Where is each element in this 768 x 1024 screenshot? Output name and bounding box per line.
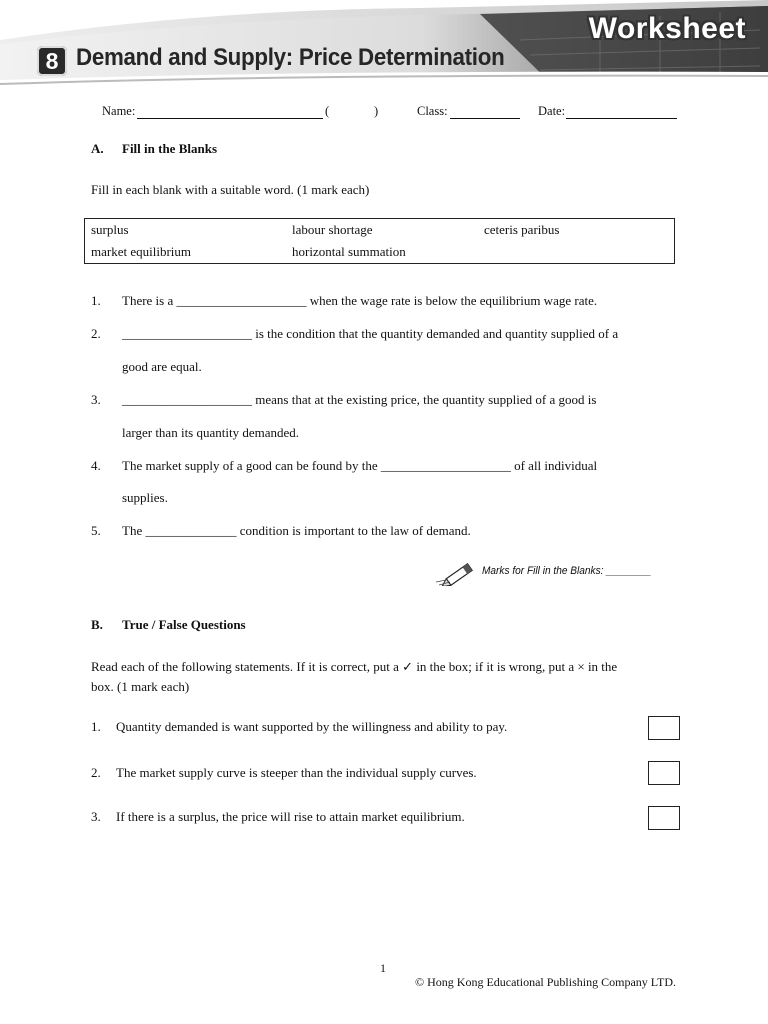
section-a-title: Fill in the Blanks [122, 141, 217, 156]
answer-checkbox[interactable] [648, 761, 680, 785]
class-number-paren-open: ( [325, 104, 330, 118]
section-a-instruction: Fill in each blank with a suitable word. (1 mark each) [91, 182, 370, 197]
word-bank-item: ceteris paribus [484, 222, 560, 237]
word-bank-item: surplus [91, 222, 129, 237]
section-b-instruction-line2: box. (1 mark each) [91, 679, 190, 694]
question-text: supplies. [122, 490, 168, 505]
question-text: Quantity demanded is want supported by the willingness and ability to pay. [116, 719, 508, 734]
page-number: 1 [380, 961, 386, 975]
answer-checkbox[interactable] [648, 716, 680, 740]
question-number: 4. [91, 458, 101, 473]
question-number: 3. [91, 392, 101, 407]
chapter-title: Demand and Supply: Price Determination [76, 44, 505, 71]
name-field[interactable] [137, 104, 323, 119]
section-b-instruction-line1: Read each of the following statements. If it is correct, put a ✓ in the box; if it is wrong, put a × in the [91, 659, 618, 674]
question-text: If there is a surplus, the price will rise to attain market equilibrium. [116, 809, 465, 824]
word-bank-item: market equilibrium [91, 244, 192, 259]
question-number: 5. [91, 523, 101, 538]
class-label: Class: [417, 104, 448, 118]
question-number: 1. [91, 293, 101, 308]
class-field[interactable] [450, 104, 520, 119]
section-b-title: True / False Questions [122, 617, 246, 632]
section-b-heading [91, 617, 246, 633]
marks-for-fill-in-blanks: Marks for Fill in the Blanks: ________ [482, 565, 652, 577]
question-number: 1. [91, 719, 101, 734]
section-a-heading [91, 141, 217, 157]
answer-checkbox[interactable] [648, 806, 680, 830]
worksheet-label: Worksheet [588, 12, 746, 45]
copyright-notice: © Hong Kong Educational Publishing Company LTD. [415, 975, 676, 989]
section-b-letter: B. [91, 617, 103, 632]
question-number: 2. [91, 326, 101, 341]
word-bank-item: labour shortage [292, 222, 373, 237]
date-label: Date: [538, 104, 566, 118]
header-banner [0, 0, 768, 92]
section-a-letter: A. [91, 141, 104, 156]
question-text: The ______________ condition is important to the law of demand. [122, 523, 471, 538]
chapter-number-badge: 8 [37, 46, 67, 76]
question-text: good are equal. [122, 359, 202, 374]
question-text: ____________________ means that at the existing price, the quantity supplied of a good is [122, 392, 597, 407]
question-text: ____________________ is the condition that the quantity demanded and quantity supplied of a [122, 326, 619, 341]
question-text: The market supply of a good can be found by the ____________________ of all individual [122, 458, 598, 473]
name-label: Name: [102, 104, 136, 118]
date-field[interactable] [566, 104, 677, 119]
class-number-paren-close: ) [374, 104, 379, 118]
word-bank-item: horizontal summation [292, 244, 406, 259]
question-number: 2. [91, 765, 101, 780]
question-text: The market supply curve is steeper than the individual supply curves. [116, 765, 477, 780]
question-text: larger than its quantity demanded. [122, 425, 300, 440]
question-text: There is a ____________________ when the wage rate is below the equilibrium wage rate. [122, 293, 598, 308]
question-number: 3. [91, 809, 101, 824]
